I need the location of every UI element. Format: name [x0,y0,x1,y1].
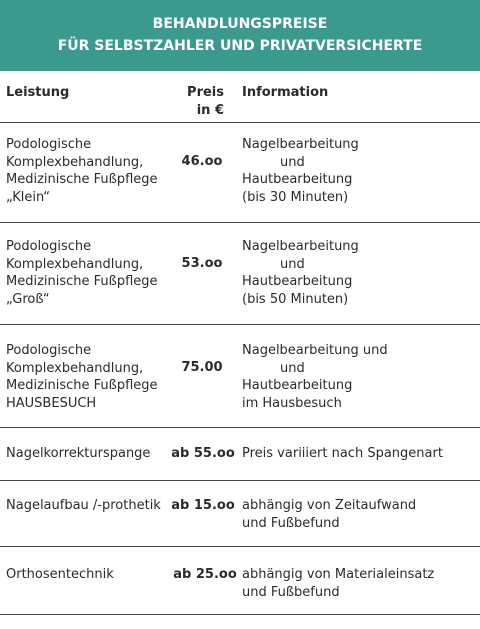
row-service-line: Komplexbehandlung, [6,360,144,376]
divider [0,324,480,325]
header-price-line1: Preis [187,85,224,100]
row-price: 53.oo [181,256,223,271]
row-service-line: Podologische [6,343,92,358]
row-info-line: Hautbearbeitung [242,378,353,393]
row-service-line: Medizinische Fußpflege [6,172,158,187]
row-info-line: und [280,256,305,272]
row-info-line: Nagelbearbeitung und [242,343,388,358]
row-info-line: Hautbearbeitung [242,274,353,289]
row-service-line: Medizinische Fußpflege [6,378,158,393]
row-service-line: Komplexbehandlung, [6,256,144,272]
row-service-line: Komplexbehandlung, [6,154,144,170]
row-info-line: und [280,360,305,376]
row-info: Preis variiiert nach Spangenart [242,446,443,461]
row-info-line: und Fußbefund [242,515,340,531]
row-service [6,136,158,206]
row-service [6,238,158,308]
divider [0,427,480,428]
row-info [242,342,402,412]
row-info-line: im Hausbesuch [242,395,342,411]
row-service-line: Podologische [6,239,92,254]
row-price: ab 15.oo [171,498,235,513]
row-service [6,342,158,412]
row-info [242,566,478,601]
row-info-line: Nagelbearbeitung [242,239,359,254]
row-info-line: abhängig von Zeitaufwand [242,498,417,513]
divider [0,480,480,481]
row-price: 75.00 [181,360,223,375]
row-service-line: Medizinische Fußpflege [6,274,158,289]
row-info-line: Hautbearbeitung [242,172,353,187]
row-info [242,497,462,532]
row-info [242,136,360,206]
row-info-line: Nagelbearbeitung [242,137,359,152]
row-price: ab 25.oo [173,567,237,582]
row-info-line: und Fußbefund [242,584,340,600]
row-service-line: „Groß“ [6,291,50,307]
header-price [180,84,224,119]
divider [0,222,480,223]
row-service-line: Podologische [6,137,92,152]
divider [0,546,480,547]
row-service-line: „Klein“ [6,189,51,205]
banner-title-line2: FÜR SELBSTZAHLER UND PRIVATVERSICHERTE [57,38,423,54]
row-price: 46.oo [181,154,223,169]
row-service: Nagelaufbau /-prothetik [6,498,161,513]
row-price: ab 55.oo [171,446,235,461]
row-info-line: und [280,154,305,170]
row-service: Orthosentechnik [6,567,114,582]
banner-title-line1: BEHANDLUNGSPREISE [152,16,328,32]
header-price-line2: in € [196,102,224,118]
row-info [242,238,360,308]
header-info: Information [242,85,329,100]
row-info-line: (bis 30 Minuten) [242,189,349,205]
row-service: Nagelkorrekturspange [6,446,151,461]
divider [0,614,480,615]
title-banner [0,0,480,71]
row-service-line: HAUSBESUCH [6,395,97,411]
row-info-line: abhängig von Materialeinsatz [242,567,435,582]
row-info-line: (bis 50 Minuten) [242,291,349,307]
header-service: Leistung [6,85,70,100]
divider [0,122,480,123]
